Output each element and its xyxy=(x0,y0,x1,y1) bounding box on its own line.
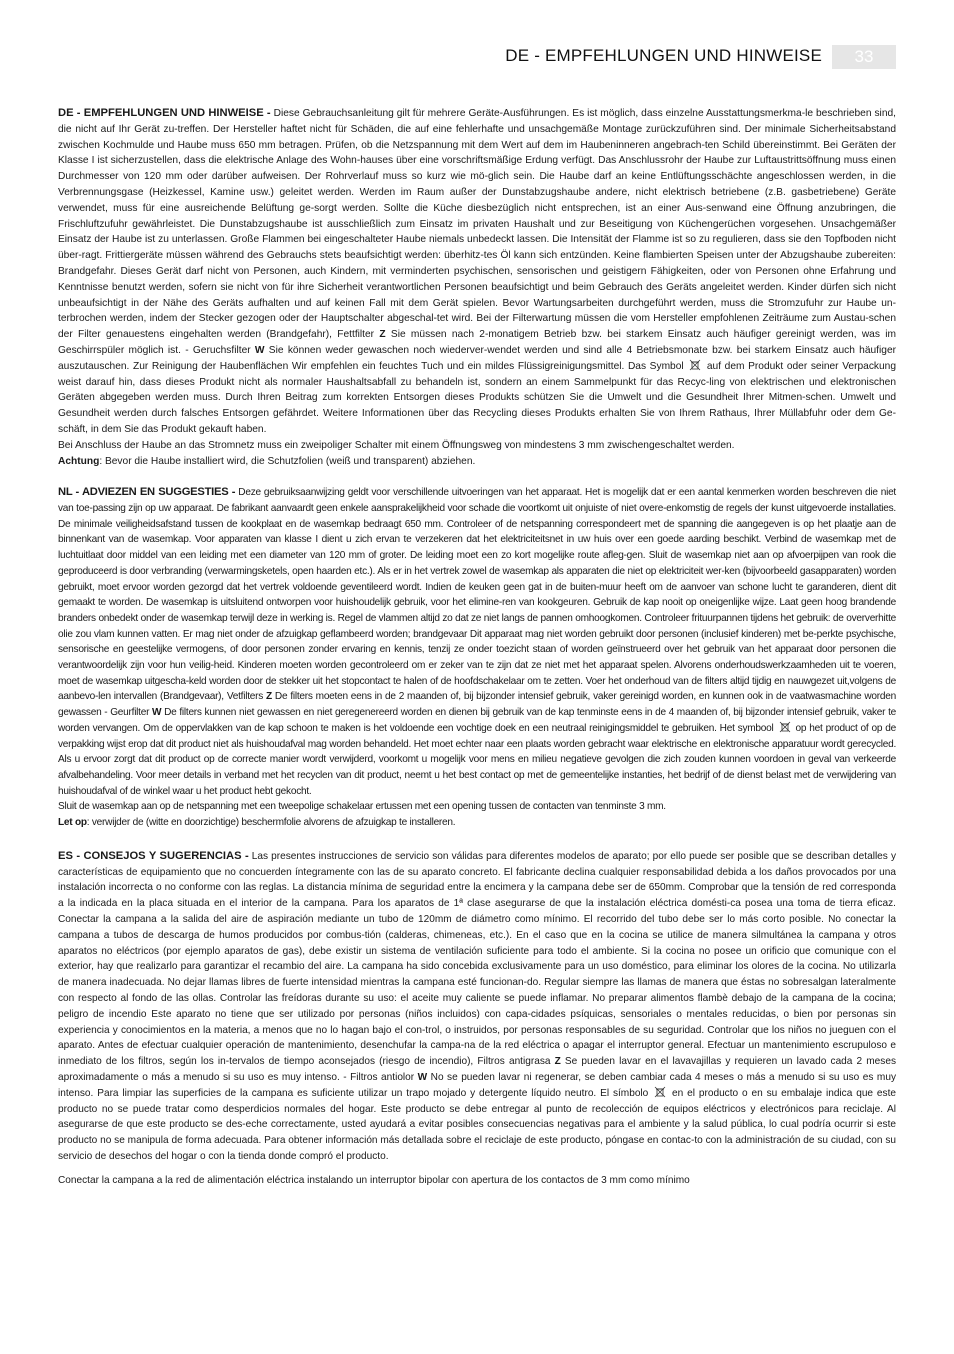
page-content xyxy=(58,106,896,1189)
crossed-bin-icon xyxy=(779,721,791,733)
section-de xyxy=(58,106,896,469)
section-es-heading: ES - CONSEJOS Y SUGERENCIAS - xyxy=(58,849,249,862)
section-de-heading: DE - EMPFEHLUNGEN UND HINWEISE - xyxy=(58,107,271,119)
header-title: DE - EMPFEHLUNGEN UND HINWEISE xyxy=(505,46,822,65)
section-de-body: DE - EMPFEHLUNGEN UND HINWEISE - Diese Gebrauchsanleitung gilt für mehrere Geräte-Ausführungen. Es ist möglich, dass einzelne Ausstattungsmerkma-le beschrieben sind, die nicht auf Ihr Gerät zu-treffen. Der Hersteller haftet nicht für Schäden, die auf eine fehlerhafte und unsachgemäße Montage zurückzuführen sind. Der minimale Sicherheitsabstand zwischen Kochmulde und Haube muss 650 mm betragen. Prüfen, ob die Netzspannung mit dem Wert auf dem im Haubeninneren angebrach-ten Schild übereinstimmt. Bei Geräten der Klasse I ist sicherzustellen, dass die elektrische Anlage des Wohn-hauses über eine vorschriftsmäßige Erdung verfügt. Das Anschlussrohr der Haube zur Luftaustrittsöffnung muss einen Durchmesser von 120 mm oder darüber aufweisen. Der Rohrverlauf muss so kurz wie mö-glich sein. Die Haube darf an keine Entlüftungsschächte angeschlossen werden, in die Verbrennungsgase (Heizkessel, Kamine usw.) geleitet werden. Werden im Raum außer der Dunstabzugshaube andere, nicht elektrisch betriebene (z.B. gasbetriebene) Geräte verwendet, muss für eine ausreichende Belüftung ge-sorgt werden. Sollte die Küche diesbezüglich nicht entsprechen, ist an einer Aus-senwand eine Öffnung anzubringen, die Frischluftzufuhr gewährleistet. Die Dunstabzugshaube ist ausschließlich zum Einsatz im privaten Haushalt und zur Beseitigung von Küchengerüchen vorgesehen. Unsachgemäßer Einsatz der Haube ist zu unterlassen. Große Flammen bei eingeschalteter Haube niemals unbedeckt lassen. Die Intensität der Flamme ist so zu regulieren, dass sie den Topfboden nicht über-ragt. Frittiergeräte müssen während des Gebrauchs stets beaufsichtigt werden: überhitz-tes Öl kann sich entzünden. Keine flambierten Speisen unter der Abzugshaube zubereiten: Brandgefahr. Dieses Gerät darf nicht von Personen, auch Kindern, mit verminderten psychischen, sensorischen und geistigern Fähigkeiten, oder von Personen ohne Erfahrung und Kenntnisse benutzt werden, sofern sie nicht von für ihre Sicherheit verantwortlichen Personen beaufsichtigt und beim Gebrauch des Geräts angeleitet werden. Kinder dürfen sich nicht unbeaufsichtigt in der Nähe des Geräts aufhalten und auf keinen Fall mit dem Gerät spielen. Bevor Wartungsarbeiten durchgeführt werden, muss die Stromzufuhr zur Haube un-terbrochen werden, indem der Stecker gezogen oder der Hauptschalter abgeschal-tet wird. Bei der Filterwartung müssen die vom Hersteller empfohlenen Zeiträume zum Austau-schen der Filter genauestens eingehalten werden (Brandgefahr), Fettfilter Z Sie müssen nach 2-monatigem Betrieb bzw. bei starkem Einsatz auch häufiger gereinigt werden, was im Geschirrspüler möglich ist. - Geruchsfilter W Sie können weder gewaschen noch wiederver-wendet werden und sind alle 4 Betriebsmonate bzw. bei starkem Einsatz auch häufiger auszutauschen. Zur Reinigung der Haubenflächen Wir empfehlen ein feuchtes Tuch und ein mildes Flüssigreinigungsmittel. Das Symbol auf dem Produkt oder seiner Verpackung weist darauf hin, dass dieses Produkt nicht als normaler Haushaltsabfall zu behandeln ist, sondern an einem Sammelpunkt für das Recyc-ling von elektrischen und elektronischen Geräten abgegeben werden muss. Durch Ihren Beitrag zum korrekten Entsorgen dieses Produkts schützen Sie die Umwelt und die Gesundheit Ihrer Mitmen-schen. Umwelt und Gesundheit werden durch falsches Entsorgen gefährdet. Weitere Informationen über das Recycling dieses Produkts erhalten Sie von Ihrem Rathaus, Ihrer Müllabfuhr oder dem Ge-schäft, in dem Sie das Produkt gekauft haben. xyxy=(58,107,897,435)
section-de-switch: Bei Anschluss der Haube an das Stromnetz muss ein zweipoliger Schalter mit einem Öffnungsweg von mindestens 3 mm zwischengeschaltet werden. xyxy=(58,439,735,451)
page-header xyxy=(0,44,954,72)
section-nl-attention: Let op: verwijder de (witte en doorzichtige) beschermfolie alvorens de afzuigkap te installeren. xyxy=(58,817,456,829)
section-es-body: ES - CONSEJOS Y SUGERENCIAS - Las presentes instrucciones de servicio son válidas para diferentes modelos de aparato; por ello puede ser posible que se describan detalles y características de equipamiento que no concuerden íntegramente con las de su aparato concreto. El fabricante declina cualquier responsabilidad debida a los daños provocados por una instalación incorrecta o no conforme con las reglas. La distancia mínima de seguridad entre la encimera y la campana debe ser de 650mm. Comprobar que la tensión de red corresponda a la indicada en la placa situada en el interior de la campana. Para los aparatos de 1ª clase asegurarse de que la instalación eléctrica domésti-ca posea una toma de tierra eficaz. Conectar la campana a la salida del aire de aspiración mediante un tubo de 120mm de diámetro como mínimo. El recorrido del tubo debe ser lo más corto posible. No conectar la campana a tubos de descarga de humos producidos por combus-tión (calderas, chimeneas, etc.). En el caso que en la cocina se utilice de manera silmultánea la campana y otros aparatos no eléctricos (por ejemplo aparatos de gas), debe existir un sistema de ventilación suficiente para todo el ambiente. Si la cocina no posee un orificio que comunique con el exterior, hay que realizarlo para garantizar el recambio del aire. La campana ha sido concebida exclusivamente para un uso doméstico, para eliminar los olores de la cocina. No utilizarla de manera inadecuada. No dejar llamas libres de fuerte intensidad mientras la campana esté funcionan-do. Regular siempre las llamas de manera que éstas no sobresalgan lateralmente con respecto al fondo de las ollas. Controlar las freídoras durante su uso: el aceite muy caliente se puede inflamar. No preparar alimentos flambè debajo de la campana de la cocina; peligro de incendio Este aparato no tiene que ser utilizado por personas (niños incluidos) con capa-cidades psíquicas, sensoriales o mentales reducidas, o bien por personas sin experiencia y conocimientos en la materia, a menos que no lo hagan bajo el con-trol, o instruidos, por personas responsables de su seguridad. Controlar que los niños no jueguen con el aparato. Antes de efectuar cualquier operación de mantenimiento, desenchufar la campa-na de la red eléctrica o apagar el interruptor general. Efectuar un mantenimiento escrupuloso e inmediato de los filtros, según los in-tervalos de tiempo aconsejados (riesgo de incendio), Filtros antigrasa Z Se pueden lavar en el lavavajillas y requieren un lavado cada 2 meses aproximadamente o más a menudo si su uso es muy intenso. - Filtros antiolor W No se pueden lavar ni regenerar, se deben cambiar cada 4 meses o más a menudo si su uso es muy intenso. Para limpiar las superficies de la campana es suficiente utilizar un trapo mojado y detergente líquido neutro. El símbolo en el producto o en su embalaje indica que este producto no se puede tratar como desperdicios normales del hogar. Este producto se debe entregar al punto de recolección de equipos eléctricos y electrónicos para reciclaje. Al asegurarse de que este producto se des-eche correctamente, usted ayudará a evitar posibles consecuencias negativas para el ambiente y la salud pública, lo cual podría ocurrir si este producto no se manipula de forma adecuada. Para obtener información más detallada sobre el reciclaje de este producto, póngase en contac-to con la administración de su ciudad, con su servicio de desechos del hogar o con la tienda donde compró el producto. xyxy=(58,849,896,1162)
section-nl-heading: NL - ADVIEZEN EN SUGGESTIES - xyxy=(58,486,236,499)
section-nl xyxy=(58,485,896,830)
section-es-switch: Conectar la campana a la red de alimentación eléctrica instalando un interruptor bipolar con apertura de los contactos de 3 mm como mínimo xyxy=(58,1174,690,1186)
page-number: 33 xyxy=(832,45,896,69)
section-nl-body: NL - ADVIEZEN EN SUGGESTIES - Deze gebruiksaanwijzing geldt voor verschillende uitvoeringen van het apparaat. Het is mogelijk dat er een aantal kenmerken worden beschreven die niet van toe-passing zijn op uw apparaat. De fabrikant aanvaardt geen enkele aansprakelijkheid voor schade die voortkomt uit onjuiste of niet overe-enkomstig de regels der kunst uitgevoerde installaties. De minimale veiligheidsafstand tussen de kookplaat en de wasemkap bedraagt 650 mm. Controleer of de netspanning correspondeert met de spanning die aangegeven is op het plaatje aan de binnenkant van de wasemkap. Voor apparaten van klasse I dient u zich ervan te verzekeren dat het elektriciteitsnet in uw huis over een goede aarding beschikt. Verbind de wasemkap met de luchtuitlaat door middel van een leiding met een diameter van 120 mm of groter. De leiding moet een zo kort mogelijke route afleg-gen. Sluit de wasemkap niet aan op afvoerpijpen van rook die geproduceerd is door verbranding (verwarmingsketels, open haarden etc.). Als er in het vertrek zowel de wasemkap als apparaten die niet op elektriciteit wer-ken (bijvoorbeeld gasapparaten) worden gebruikt, moet ervoor worden gezorgd dat het vertrek voldoende geventileerd wordt. Indien de keuken geen gat in de buiten-muur heeft om de aanvoer van schone lucht te garanderen, dient dit gemaakt te worden. De wasemkap is uitsluitend ontworpen voor huishoudelijk gebruik, voor het elimine-ren van kookgeuren. Gebruik de kap nooit op oneigenlijke wijze. Laat geen hoog brandende branders onbedekt onder de wasemkap terwijl deze in werking is. Regel de vlammen altijd zo dat ze niet langs de pannen omhoogkomen. Controleer frituurpannen tijdens het gebruik: de oververhitte olie zou vlam kunnen vatten. Er mag niet onder de afzuigkap geflambeerd worden; brandgevaar Dit apparaat mag niet worden gebruikt door personen (inclusief kinderen) met be-perkte psychische, sensorische en geestelijke vermogens, of door personen zonder ervaring en kennis, tenzij ze onder toezicht staan of worden geïnstrueerd over het gebruik van het apparaat door personen die verantwoordelijk zijn voor hun veilig-heid. Kinderen moeten worden gecontroleerd om er zeker van te zijn dat ze niet met het apparaat spelen. Alvorens onderhoudswerkzaamheden uit te voeren, moet de wasemkap uitgescha-keld worden door de stekker uit het stopcontact te halen of de hoofdschakelaar om te zetten. Voer het onderhoud van de filters altijd tijdig en nauwgezet uit,volgens de aanbevo-len intervallen (Brandgevaar), Vetfilters Z De filters moeten eens in de 2 maanden of, bij bijzonder intensief gebruik, vaker gereinigd worden, en kunnen ook in de vaatwasmachine worden gewassen - Geurfilter W De filters kunnen niet gewassen en niet geregenereerd worden en dienen bij gebruik van de kap tenminste eens in de 4 maanden of, bij bijzonder intensief gebruik, vaker te worden vervangen. Om de oppervlakken van de kap schoon te maken is het voldoende een vochtige doek en een neutraal reinigingsmiddel te gebruiken. Het symbool op het product of op de verpakking wijst erop dat dit product niet als huishoudafval mag worden behandeld. Het moet echter naar een plaats worden gebracht waar elektrische en elektronische apparatuur wordt gerecycled. Als u ervoor zorgt dat dit product op de correcte manier wordt verwijderd, voorkomt u mogelijk voor mens en milieu negatieve gevolgen die zich zouden kunnen voordoen in geval van verkeerde afvalbehandeling. Voor meer details in verband met het recyclen van dit product, neemt u het best contact op met de gemeentelijke instanties, het bedrijf of de dienst belast met de verwijdering van huishoudafval of de winkel waar u het product hebt gekocht. xyxy=(58,486,896,797)
crossed-bin-icon xyxy=(654,1086,666,1098)
crossed-bin-icon xyxy=(689,359,701,371)
section-nl-switch: Sluit de wasemkap aan op de netspanning met een tweepolige schakelaar ertussen met een opening tussen de contacten van tenminste 3 mm. xyxy=(58,801,666,813)
section-de-attention: Achtung: Bevor die Haube installiert wird, die Schutzfolien (weiß und transparent) abziehen. xyxy=(58,455,476,467)
section-es xyxy=(58,849,896,1189)
